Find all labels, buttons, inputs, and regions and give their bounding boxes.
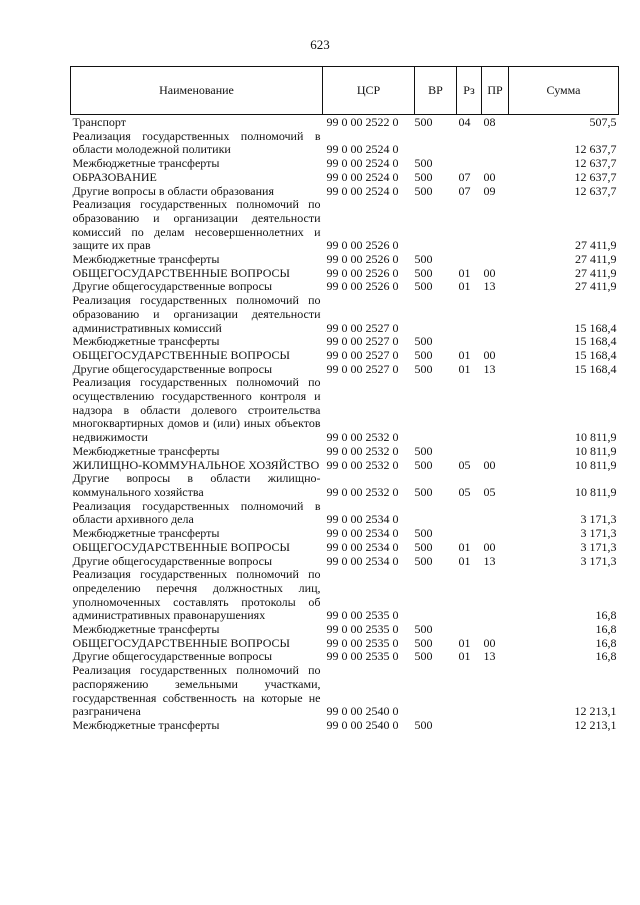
row-vr-code: 500 — [414, 183, 433, 198]
row-csr-code: 99 0 00 2540 0 — [326, 704, 399, 719]
row-csr-code: 99 0 00 2526 0 — [326, 265, 399, 280]
row-pr-code — [482, 719, 509, 733]
table-row — [71, 335, 619, 349]
row-name: Реализация государственных полномочий по образованию и организации деятельности комиссий по делам несовершеннолетних и защите их прав — [72, 197, 321, 253]
row-csr-code: 99 0 00 2527 0 — [326, 334, 399, 349]
row-sum: 12 213,1 — [574, 717, 617, 732]
row-name: ОБЩЕГОСУДАРСТВЕННЫЕ ВОПРОСЫ — [72, 347, 290, 362]
row-rz-code: 01 — [458, 279, 471, 294]
row-rz-code — [457, 719, 482, 733]
row-rz-code — [457, 500, 482, 527]
row-name: Межбюджетные трансферты — [72, 526, 220, 541]
header-csr: ЦСР — [323, 67, 415, 115]
table-row — [71, 500, 619, 527]
table-row — [71, 349, 619, 363]
row-vr-code: 500 — [414, 635, 433, 650]
row-csr-code: 99 0 00 2527 0 — [326, 361, 399, 376]
row-name: Реализация государственных полномочий в области архивного дела — [72, 498, 321, 527]
header-name: Наименование — [71, 67, 323, 115]
table-body — [71, 115, 619, 733]
table-row — [71, 280, 619, 294]
row-name: ЖИЛИЩНО-КОММУНАЛЬНОЕ ХОЗЯЙСТВО — [72, 457, 320, 472]
row-csr-code: 99 0 00 2526 0 — [326, 279, 399, 294]
row-csr-code: 99 0 00 2526 0 — [326, 238, 399, 253]
header-sum: Сумма — [509, 67, 619, 115]
row-pr-code: 13 — [483, 649, 496, 664]
row-name: ОБЩЕГОСУДАРСТВЕННЫЕ ВОПРОСЫ — [72, 635, 290, 650]
table-row — [71, 555, 619, 569]
row-csr-code: 99 0 00 2524 0 — [326, 156, 399, 171]
header-pr: ПР — [482, 67, 509, 115]
row-vr-code: 500 — [414, 361, 433, 376]
row-csr-code: 99 0 00 2526 0 — [326, 252, 399, 267]
row-rz-code: 01 — [458, 539, 471, 554]
row-name: Другие общегосударственные вопросы — [72, 553, 273, 568]
row-pr-code — [482, 527, 509, 541]
row-csr-code: 99 0 00 2532 0 — [326, 457, 399, 472]
row-pr-code — [482, 198, 509, 253]
row-pr-code — [482, 294, 509, 335]
row-vr-code: 500 — [414, 169, 433, 184]
row-sum: 27 411,9 — [574, 279, 617, 294]
row-name: Другие общегосударственные вопросы — [72, 361, 273, 376]
row-sum: 16,8 — [595, 635, 617, 650]
row-vr-code: 500 — [414, 484, 433, 499]
row-csr-code: 99 0 00 2524 0 — [326, 142, 399, 157]
row-vr-code — [415, 376, 457, 445]
row-pr-code: 00 — [483, 539, 496, 554]
row-rz-code — [457, 568, 482, 623]
row-vr-code: 500 — [414, 279, 433, 294]
row-name: Межбюджетные трансферты — [72, 717, 220, 732]
row-sum: 16,8 — [595, 608, 617, 623]
row-vr-code: 500 — [414, 622, 433, 637]
row-vr-code: 500 — [414, 649, 433, 664]
row-pr-code: 00 — [483, 457, 496, 472]
row-vr-code: 500 — [414, 347, 433, 362]
table-row — [71, 267, 619, 281]
row-pr-code — [482, 130, 509, 157]
row-rz-code: 05 — [458, 484, 471, 499]
row-name: Межбюджетные трансферты — [72, 622, 220, 637]
row-name: Межбюджетные трансферты — [72, 252, 220, 267]
row-sum: 16,8 — [595, 649, 617, 664]
table-row — [71, 130, 619, 157]
row-rz-code — [457, 335, 482, 349]
row-vr-code: 500 — [414, 717, 433, 732]
row-csr-code: 99 0 00 2535 0 — [326, 635, 399, 650]
row-rz-code: 05 — [458, 457, 471, 472]
row-name: Межбюджетные трансферты — [72, 156, 220, 171]
row-rz-code — [457, 623, 482, 637]
row-rz-code: 01 — [458, 553, 471, 568]
row-rz-code — [457, 527, 482, 541]
row-rz-code: 01 — [458, 635, 471, 650]
budget-table — [70, 66, 619, 733]
row-pr-code: 13 — [483, 279, 496, 294]
row-name: ОБРАЗОВАНИЕ — [72, 169, 157, 184]
row-vr-code — [415, 130, 457, 157]
table-row — [71, 115, 619, 130]
row-rz-code — [457, 376, 482, 445]
row-csr-code: 99 0 00 2534 0 — [326, 512, 399, 527]
row-rz-code: 01 — [458, 649, 471, 664]
row-pr-code: 09 — [483, 183, 496, 198]
table-row — [71, 637, 619, 651]
row-name: Реализация государственных полномочий по осуществлению государственного контроля и надзора в области долевого строительства многоквартирных домов и (или) иных объектов недвижимости — [72, 375, 321, 445]
row-pr-code: 00 — [483, 265, 496, 280]
row-csr-code: 99 0 00 2527 0 — [326, 320, 399, 335]
row-vr-code: 500 — [414, 115, 433, 129]
row-name: Транспорт — [72, 115, 126, 129]
row-sum: 3 171,3 — [580, 512, 617, 527]
row-csr-code: 99 0 00 2535 0 — [326, 608, 399, 623]
row-rz-code: 07 — [458, 183, 471, 198]
table-row — [71, 623, 619, 637]
row-pr-code: 00 — [483, 169, 496, 184]
row-vr-code: 500 — [414, 539, 433, 554]
row-vr-code — [415, 568, 457, 623]
row-pr-code: 13 — [483, 553, 496, 568]
row-sum: 12 637,7 — [574, 169, 617, 184]
header-rz: Рз — [457, 67, 482, 115]
row-pr-code: 08 — [483, 115, 496, 129]
row-sum: 12 637,7 — [574, 183, 617, 198]
row-rz-code — [457, 294, 482, 335]
table-row — [71, 294, 619, 335]
row-sum: 3 171,3 — [580, 526, 617, 541]
row-csr-code: 99 0 00 2534 0 — [326, 553, 399, 568]
row-name: Другие общегосударственные вопросы — [72, 649, 273, 664]
row-csr-code: 99 0 00 2532 0 — [326, 443, 399, 458]
table-row — [71, 472, 619, 499]
row-pr-code — [482, 376, 509, 445]
row-rz-code — [457, 157, 482, 171]
header-vr: ВР — [415, 67, 457, 115]
row-rz-code — [457, 198, 482, 253]
row-csr-code: 99 0 00 2524 0 — [326, 169, 399, 184]
table-row — [71, 650, 619, 664]
row-sum: 507,5 — [589, 115, 617, 129]
row-pr-code — [482, 445, 509, 459]
row-csr-code: 99 0 00 2532 0 — [326, 430, 399, 445]
row-vr-code: 500 — [414, 265, 433, 280]
row-vr-code: 500 — [414, 553, 433, 568]
row-name: Другие вопросы в области образования — [72, 183, 274, 198]
table-row — [71, 568, 619, 623]
row-vr-code: 500 — [414, 443, 433, 458]
row-sum: 10 811,9 — [574, 430, 617, 445]
table-row — [71, 185, 619, 199]
row-rz-code: 07 — [458, 169, 471, 184]
row-name: Реализация государственных полномочий по образованию и организации деятельности административных комиссий — [72, 293, 321, 335]
row-pr-code: 13 — [483, 361, 496, 376]
table-row — [71, 171, 619, 185]
table-header — [71, 67, 619, 115]
row-sum: 12 213,1 — [574, 704, 617, 719]
row-vr-code — [415, 500, 457, 527]
row-sum: 12 637,7 — [574, 142, 617, 157]
row-rz-code — [457, 130, 482, 157]
row-name: Другие вопросы в области жилищно-коммунального хозяйства — [72, 471, 321, 499]
row-name: Реализация государственных полномочий в области молодежной политики — [72, 128, 321, 157]
table-row — [71, 664, 619, 719]
row-vr-code — [415, 198, 457, 253]
row-rz-code — [457, 445, 482, 459]
row-vr-code: 500 — [414, 526, 433, 541]
row-csr-code: 99 0 00 2540 0 — [326, 717, 399, 732]
row-name: Реализация государственных полномочий по определению перечня должностных лиц, уполномоченных составлять протоколы об административных правонарушениях — [72, 567, 321, 623]
row-csr-code: 99 0 00 2535 0 — [326, 649, 399, 664]
row-vr-code — [415, 664, 457, 719]
row-vr-code: 500 — [414, 156, 433, 171]
table-row — [71, 527, 619, 541]
row-vr-code: 500 — [414, 252, 433, 267]
row-name: ОБЩЕГОСУДАРСТВЕННЫЕ ВОПРОСЫ — [72, 539, 290, 554]
row-sum: 3 171,3 — [580, 539, 617, 554]
row-sum: 10 811,9 — [574, 484, 617, 499]
row-sum: 27 411,9 — [574, 265, 617, 280]
table-row — [71, 445, 619, 459]
row-sum: 10 811,9 — [574, 443, 617, 458]
row-sum: 15 168,4 — [574, 361, 617, 376]
row-sum: 3 171,3 — [580, 553, 617, 568]
row-pr-code — [482, 623, 509, 637]
row-name: ОБЩЕГОСУДАРСТВЕННЫЕ ВОПРОСЫ — [72, 265, 290, 280]
row-csr-code: 99 0 00 2534 0 — [326, 526, 399, 541]
row-pr-code — [482, 664, 509, 719]
row-pr-code — [482, 157, 509, 171]
row-pr-code — [482, 568, 509, 623]
row-csr-code: 99 0 00 2527 0 — [326, 347, 399, 362]
row-csr-code: 99 0 00 2532 0 — [326, 484, 399, 499]
row-csr-code: 99 0 00 2522 0 — [326, 115, 399, 129]
row-sum: 15 168,4 — [574, 320, 617, 335]
row-pr-code: 05 — [483, 484, 496, 499]
row-pr-code: 00 — [483, 347, 496, 362]
table-row — [71, 459, 619, 473]
row-sum: 27 411,9 — [574, 252, 617, 267]
row-rz-code: 01 — [458, 347, 471, 362]
row-sum: 16,8 — [595, 622, 617, 637]
row-sum: 15 168,4 — [574, 347, 617, 362]
row-vr-code — [415, 294, 457, 335]
row-name: Другие общегосударственные вопросы — [72, 279, 273, 294]
table-row — [71, 376, 619, 445]
page-number: 623 — [310, 37, 330, 52]
row-sum: 12 637,7 — [574, 156, 617, 171]
row-vr-code: 500 — [414, 334, 433, 349]
row-rz-code — [457, 253, 482, 267]
row-name: Межбюджетные трансферты — [72, 443, 220, 458]
table-row — [71, 198, 619, 253]
row-pr-code: 00 — [483, 635, 496, 650]
row-vr-code: 500 — [414, 457, 433, 472]
table-row — [71, 719, 619, 733]
table-row — [71, 363, 619, 377]
row-csr-code: 99 0 00 2524 0 — [326, 183, 399, 198]
row-sum: 15 168,4 — [574, 334, 617, 349]
table-row — [71, 157, 619, 171]
row-csr-code: 99 0 00 2535 0 — [326, 622, 399, 637]
row-name: Межбюджетные трансферты — [72, 334, 220, 349]
row-sum: 27 411,9 — [574, 238, 617, 253]
row-sum: 10 811,9 — [574, 457, 617, 472]
row-rz-code: 04 — [458, 115, 471, 129]
row-pr-code — [482, 253, 509, 267]
row-rz-code: 01 — [458, 265, 471, 280]
row-name: Реализация государственных полномочий по распоряжению земельными участками, государственная собственность на которые не разграничена — [72, 663, 321, 719]
row-pr-code — [482, 500, 509, 527]
row-pr-code — [482, 335, 509, 349]
row-rz-code: 01 — [458, 361, 471, 376]
table-row — [71, 253, 619, 267]
row-rz-code — [457, 664, 482, 719]
table-row — [71, 541, 619, 555]
row-csr-code: 99 0 00 2534 0 — [326, 539, 399, 554]
